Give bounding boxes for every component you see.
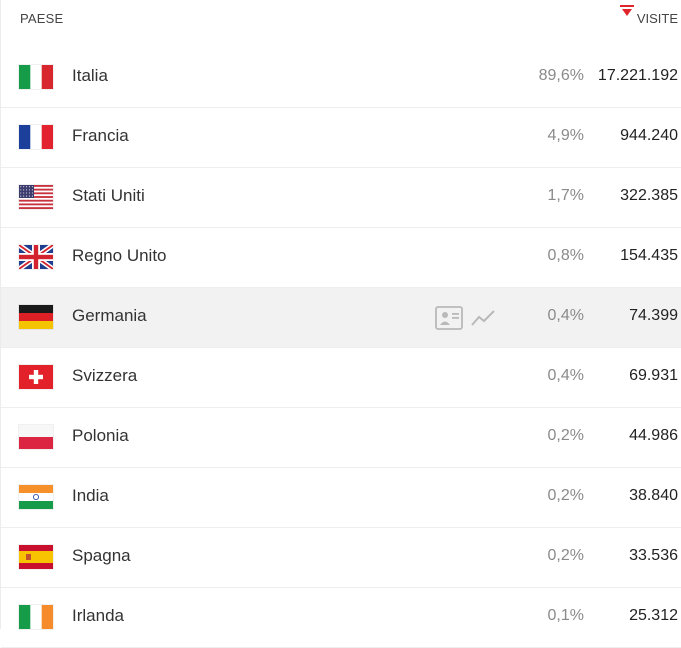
- sort-desc-icon[interactable]: [620, 5, 634, 19]
- trend-line-icon[interactable]: [469, 305, 497, 331]
- table-row[interactable]: [1, 348, 681, 408]
- country-name[interactable]: Polonia: [72, 426, 129, 445]
- country-name[interactable]: Regno Unito: [72, 246, 167, 265]
- visit-count: 44.986: [629, 427, 678, 444]
- table-row[interactable]: [1, 468, 681, 528]
- country-name[interactable]: India: [72, 486, 109, 505]
- visit-percentage: 0,2%: [547, 547, 584, 564]
- germany-flag-icon: [19, 305, 53, 329]
- country-name[interactable]: Irlanda: [72, 606, 124, 625]
- visit-count: 74.399: [629, 307, 678, 324]
- france-flag-icon: [19, 125, 53, 149]
- visit-count: 38.840: [629, 487, 678, 504]
- contact-card-icon[interactable]: [435, 305, 463, 331]
- visits-header-label: VISITE: [636, 11, 678, 26]
- column-header-country[interactable]: PAESE: [20, 11, 64, 26]
- visit-percentage: 0,2%: [547, 427, 584, 444]
- poland-flag-icon: [19, 425, 53, 449]
- visit-percentage: 0,8%: [547, 247, 584, 264]
- visit-count: 322.385: [620, 187, 678, 204]
- visit-count: 17.221.192: [597, 67, 678, 84]
- country-name[interactable]: Stati Uniti: [72, 186, 145, 205]
- india-flag-icon: [19, 485, 53, 509]
- spain-flag-icon: [19, 545, 53, 569]
- visit-percentage: 0,4%: [547, 307, 584, 324]
- country-name[interactable]: Germania: [72, 306, 147, 325]
- country-name[interactable]: Francia: [72, 126, 129, 145]
- usa-flag-icon: [19, 185, 53, 209]
- table-row[interactable]: [1, 528, 681, 588]
- visit-percentage: 4,9%: [547, 127, 584, 144]
- table-row[interactable]: [1, 228, 681, 288]
- country-name[interactable]: Svizzera: [72, 366, 138, 385]
- country-name[interactable]: Spagna: [72, 546, 131, 565]
- table-header: [1, 0, 681, 46]
- visit-percentage: 0,4%: [547, 367, 584, 384]
- table-row[interactable]: [1, 48, 681, 108]
- table-row[interactable]: [1, 108, 681, 168]
- table-row[interactable]: [1, 408, 681, 468]
- table-row[interactable]: [1, 588, 681, 648]
- ireland-flag-icon: [19, 605, 53, 629]
- column-header-visits[interactable]: [620, 7, 678, 26]
- visit-count: 33.536: [629, 547, 678, 564]
- visit-count: 944.240: [620, 127, 678, 144]
- row-actions: [435, 305, 497, 331]
- country-name[interactable]: Italia: [72, 66, 108, 85]
- uk-flag-icon: [19, 245, 53, 269]
- visit-count: 25.312: [629, 607, 678, 624]
- visit-percentage: 0,1%: [547, 607, 584, 624]
- visit-count: 69.931: [629, 367, 678, 384]
- visit-percentage: 0,2%: [547, 487, 584, 504]
- visit-percentage: 89,6%: [538, 67, 584, 84]
- visit-count: 154.435: [620, 247, 678, 264]
- switzerland-flag-icon: [19, 365, 53, 389]
- table-row[interactable]: [1, 288, 681, 348]
- table-row[interactable]: [1, 168, 681, 228]
- visit-percentage: 1,7%: [547, 187, 584, 204]
- italy-flag-icon: [19, 65, 53, 89]
